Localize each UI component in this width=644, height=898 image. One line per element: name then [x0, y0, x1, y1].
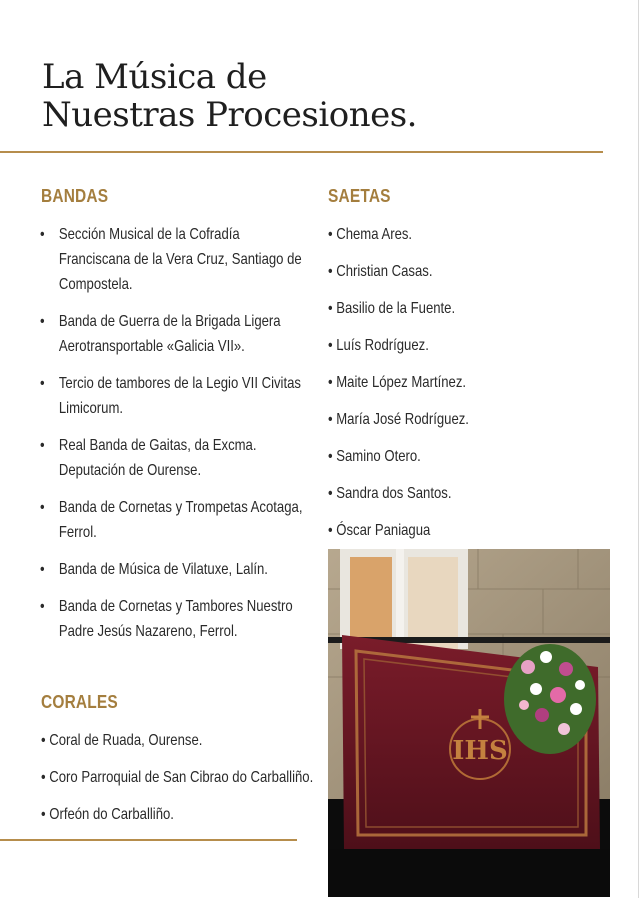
page-edge: [638, 0, 639, 898]
title-divider: [0, 151, 603, 153]
page-title: [42, 58, 417, 134]
window-pane-left: [350, 557, 392, 649]
bandas-item: • Real Banda de Gaitas, da Excma. Deputación de Ourense.: [40, 433, 311, 483]
bandas-list: [40, 222, 311, 656]
saetas-heading: SAETAS: [328, 186, 391, 206]
saetas-item: • Christian Casas.: [328, 259, 469, 284]
title-line-2: Nuestras Procesiones.: [42, 95, 417, 135]
balcony-photo: [328, 549, 610, 897]
bandas-item: • Banda de Guerra de la Brigada Ligera Aerotransportable «Galicia VII».: [40, 309, 311, 359]
flower-bouquet: [504, 644, 596, 754]
bandas-item: • Banda de Cornetas y Tambores Nuestro Padre Jesús Nazareno, Ferrol.: [40, 594, 311, 644]
corales-heading: CORALES: [41, 692, 118, 712]
corales-item: • Orfeón do Carballiño.: [41, 802, 313, 827]
ihs-monogram: IHS: [452, 736, 508, 766]
saetas-list: [328, 222, 469, 555]
saetas-item: • Samino Otero.: [328, 444, 469, 469]
bandas-item: • Banda de Música de Vilatuxe, Lalín.: [40, 557, 311, 582]
bandas-item: • Sección Musical de la Cofradía Franciscana de la Vera Cruz, Santiago de Compostela.: [40, 222, 311, 297]
saetas-item: • Chema Ares.: [328, 222, 469, 247]
window-pane-right: [408, 557, 458, 649]
saetas-item: • Maite López Martínez.: [328, 370, 469, 395]
saetas-item: • Sandra dos Santos.: [328, 481, 469, 506]
bottom-divider: [0, 839, 297, 841]
corales-item: • Coro Parroquial de San Cibrao do Carballiño.: [41, 765, 313, 790]
street-shadow: [328, 849, 610, 897]
saetas-item: • Óscar Paniagua: [328, 518, 469, 543]
balcony-illustration: [328, 549, 610, 897]
bandas-heading: BANDAS: [41, 186, 109, 206]
bandas-item: • Tercio de tambores de la Legio VII Civitas Limicorum.: [40, 371, 311, 421]
corales-item: • Coral de Ruada, Ourense.: [41, 728, 313, 753]
saetas-item: • Basilio de la Fuente.: [328, 296, 469, 321]
title-line-1: La Música de: [42, 57, 267, 97]
saetas-item: • María José Rodríguez.: [328, 407, 469, 432]
saetas-item: • Luís Rodríguez.: [328, 333, 469, 358]
bandas-item: • Banda de Cornetas y Trompetas Acotaga, Ferrol.: [40, 495, 311, 545]
corales-list: [41, 728, 313, 839]
